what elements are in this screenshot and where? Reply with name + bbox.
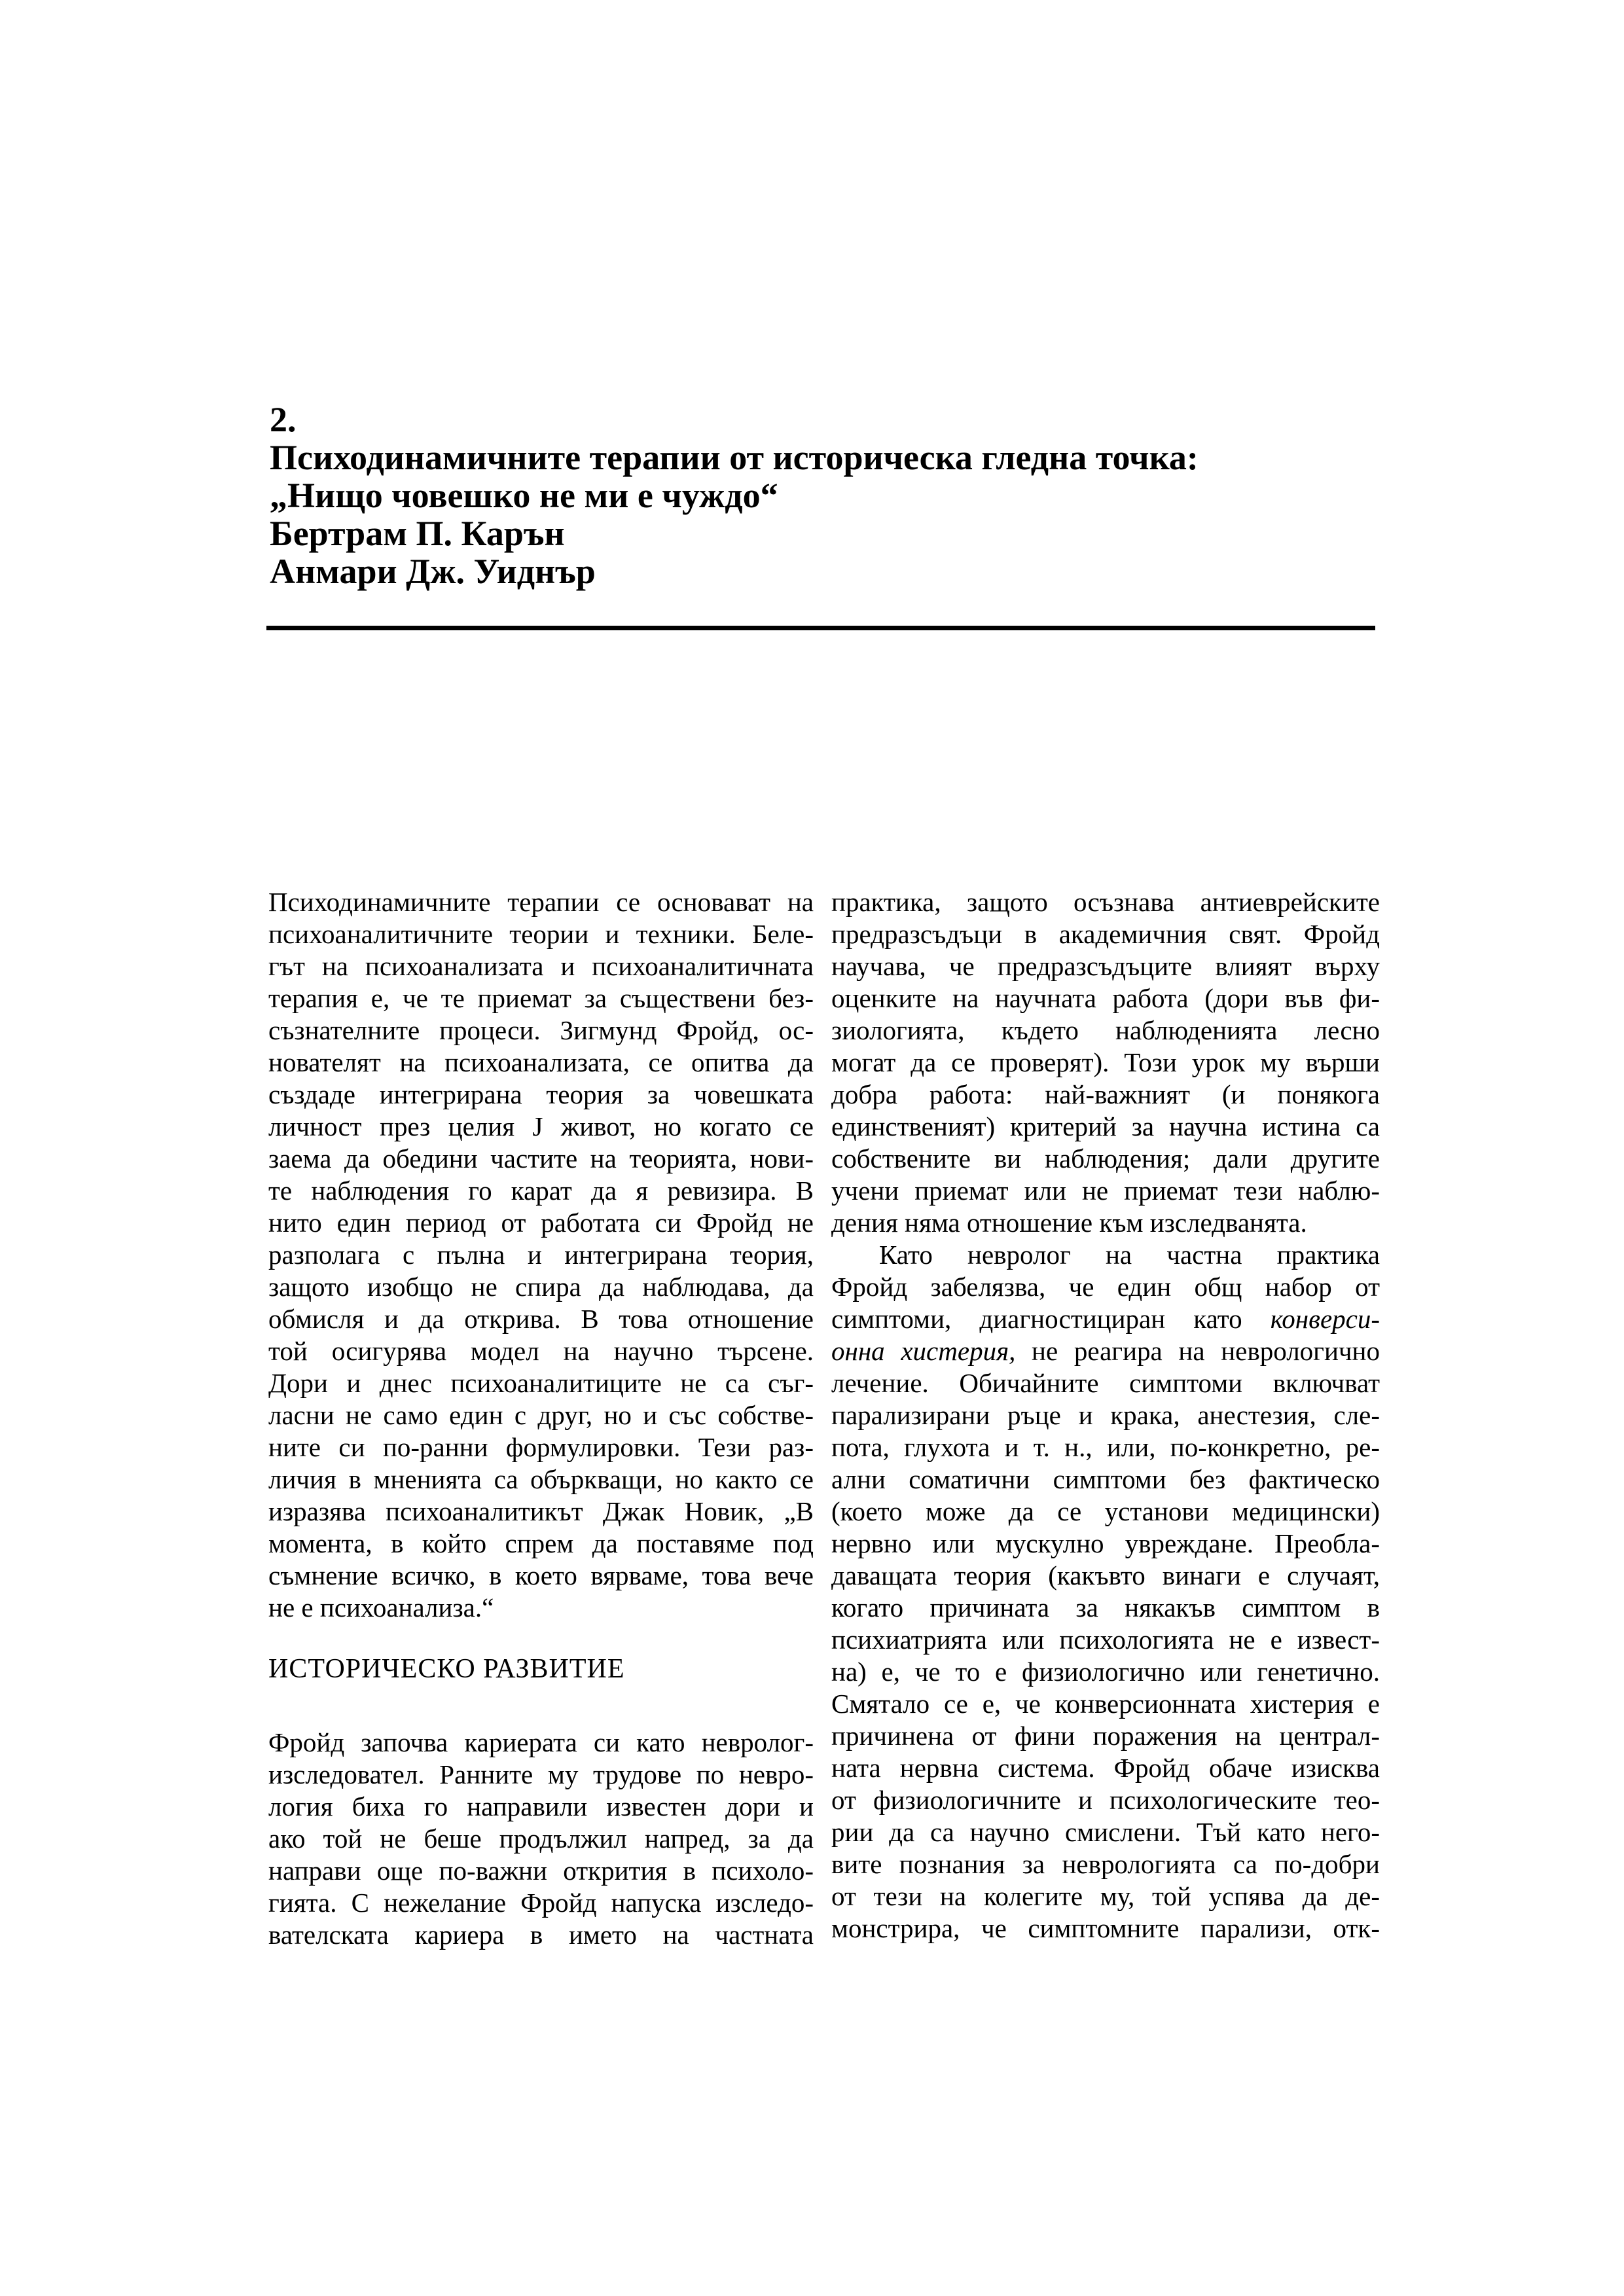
italic-term: онна хистерия, [831, 1336, 1016, 1366]
text-line: обмисля и да открива. В това отношение [268, 1304, 814, 1334]
text-line: гът на психоанализата и психоаналитичната [268, 951, 814, 981]
text-line: гията. С нежелание Фройд напуска изследо- [268, 1888, 814, 1918]
text-line: Като невролог на частна практика [879, 1240, 1380, 1270]
text-line: ако той не беше продължил напред, за да [268, 1823, 814, 1854]
text-line: единственият) критерий за научна истина са [831, 1111, 1380, 1141]
right-column [831, 886, 1380, 1945]
text-line: не е психоанализа.“ [268, 1592, 494, 1623]
text-line: Фройд забелязва, че един общ набор от [831, 1272, 1380, 1302]
text-line: личност през целия J живот, но когато се [268, 1111, 814, 1141]
text-line: психиатрията или психологията не е извест- [831, 1624, 1380, 1655]
text-line: монстрира, че симптомните парализи, отк- [831, 1913, 1380, 1943]
chapter-title: Психодинамичните терапии от историческа гледна точка: [270, 438, 1199, 477]
text-line: (което може да се установи медицински) [831, 1496, 1380, 1526]
text-line: защото изобщо не спира да наблюдава, да [268, 1272, 814, 1302]
text-line: могат да се проверят). Този урок му върши [831, 1047, 1380, 1077]
text-line: зиологията, където наблюденията лесно [831, 1015, 1380, 1045]
text-line: Смятало се е, че конверсионната хистерия е [831, 1689, 1380, 1719]
text-line: от тези на колегите му, той успява да де- [831, 1881, 1380, 1911]
section-heading: ИСТОРИЧЕСКО РАЗВИТИЕ [268, 1654, 625, 1684]
text-line: Психодинамичните терапии се основават на [268, 887, 814, 917]
text-line: нователят на психоанализата, се опитва да [268, 1047, 814, 1077]
text-line: даващата теория (какъвто винаги е случаят, [831, 1560, 1380, 1590]
text-line: научава, че предразсъдъците влияят върху [831, 951, 1380, 981]
text-line: логия биха го направили известен дори и [268, 1791, 814, 1821]
text-line: парализирани ръце и крака, анестезия, сле- [831, 1400, 1380, 1430]
text-line: той осигурява модел на научно търсене. [268, 1336, 814, 1366]
text-line: добра работа: най-важният (и понякога [831, 1079, 1380, 1109]
text-line: съзнателните процеси. Зигмунд Фройд, ос- [268, 1015, 814, 1045]
text-line: направи още по-важни открития в психоло- [268, 1856, 814, 1886]
text-line: съмнение всичко, в което вярваме, това вече [268, 1560, 814, 1590]
text-line: създаде интегрирана теория за човешката [268, 1079, 814, 1109]
text-line: предразсъдъци в академичния свят. Фройд [831, 919, 1380, 949]
text-line: практика, защото осъзнава антиеврейските [831, 887, 1380, 917]
author-name: Анмари Дж. Уиднър [270, 552, 596, 591]
text-line: нито един период от работата си Фройд не [268, 1208, 814, 1238]
text-line: учени приемат или не приемат тези наблю- [831, 1175, 1380, 1206]
text-line: Фройд започва кариерата си като невролог- [268, 1727, 814, 1757]
text-line: ната нервна система. Фройд обаче изисква [831, 1753, 1380, 1783]
left-column [268, 886, 814, 1951]
paragraph [268, 1727, 814, 1951]
text-line: терапия е, че те приемат за съществени без- [268, 983, 814, 1013]
text-line: пота, глухота и т. н., или, по-конкретно, ре- [831, 1432, 1380, 1462]
chapter-number: 2. [270, 400, 297, 439]
text-line: изразява психоаналитикът Джак Новик, „В [268, 1496, 814, 1526]
text-line: на) е, че то е физиологично или генетично. [831, 1657, 1380, 1687]
text-line: психоаналитичните теории и техники. Беле- [268, 919, 814, 949]
paragraph [831, 1239, 1380, 1945]
text-line: когато причината за някакъв симптом в [831, 1592, 1380, 1623]
text-line: момента, в който спрем да поставяме под [268, 1528, 814, 1558]
chapter-header [270, 401, 1382, 590]
text-line: онна хистерия, не реагира на неврологично [831, 1336, 1380, 1366]
text-line: дения няма отношение към изследванята. [831, 1208, 1307, 1238]
text-line: Дори и днес психоаналитиците не са съг- [268, 1368, 814, 1398]
text-line: собствените ви наблюдения; дали другите [831, 1143, 1380, 1174]
paragraph [268, 886, 814, 1624]
text-line: рии да са научно смислени. Тъй като него- [831, 1817, 1380, 1847]
paragraph [831, 886, 1380, 1239]
text-line: ласни не само един с друг, но и със собстве- [268, 1400, 814, 1430]
chapter-subtitle: „Нищо човешко не ми е чуждо“ [270, 476, 778, 515]
text-line: причинена от фини поражения на централ- [831, 1721, 1380, 1751]
text-line: нервно или мускулно увреждане. Преобла- [831, 1528, 1380, 1558]
text-line: оценките на научната работа (дори във фи- [831, 983, 1380, 1013]
text-line: вателската кариера в името на частната [268, 1920, 814, 1950]
text-line: ални соматични симптоми без фактическо [831, 1464, 1380, 1494]
text-line: те наблюдения го карат да я ревизира. В [268, 1175, 814, 1206]
text-line: изследовател. Ранните му трудове по невро- [268, 1759, 814, 1789]
text-line: разполага с пълна и интегрирана теория, [268, 1240, 814, 1270]
header-divider-rule [266, 626, 1375, 630]
text-line: лечение. Обичайните симптоми включват [831, 1368, 1380, 1398]
text-line: от физиологичните и психологическите тео- [831, 1785, 1380, 1815]
text-line: заема да обедини частите на теорията, нови- [268, 1143, 814, 1174]
text-line: ните си по-ранни формулировки. Тези раз- [268, 1432, 814, 1462]
text-line: вите познания за неврологията са по-добри [831, 1849, 1380, 1879]
text-line: симптоми, диагностициран като конверси- [831, 1304, 1380, 1334]
italic-term: конверси- [1270, 1304, 1380, 1334]
author-name: Бертрам П. Карън [270, 514, 565, 553]
text-line: личия в мненията са объркващи, но както се [268, 1464, 814, 1494]
